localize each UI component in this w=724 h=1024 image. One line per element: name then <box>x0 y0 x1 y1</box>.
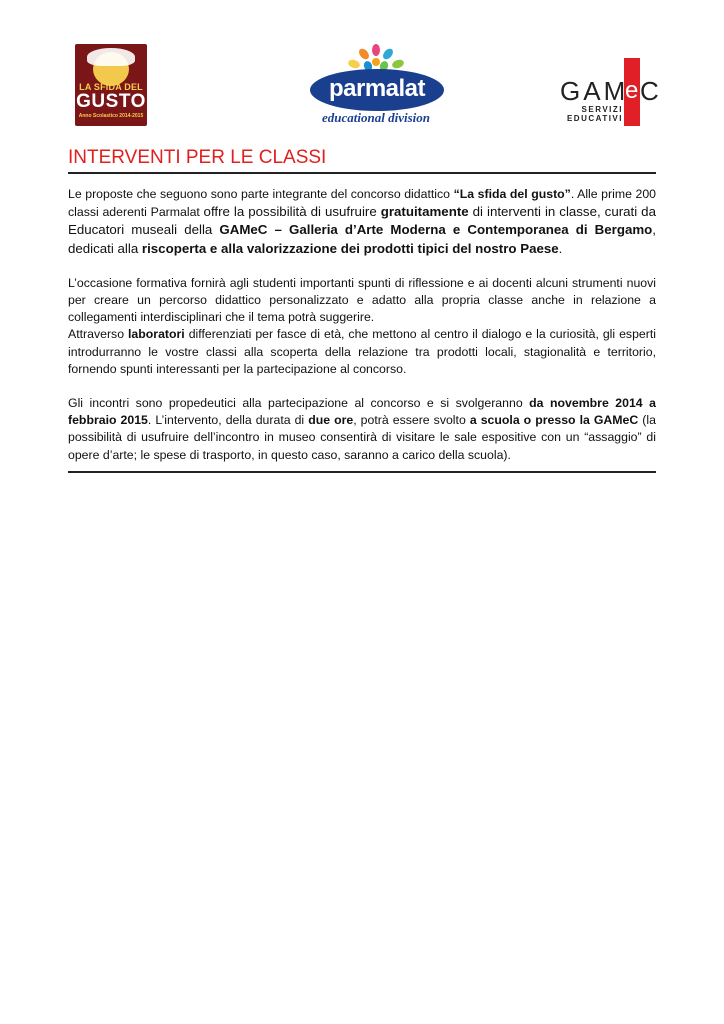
page-title: INTERVENTI PER LE CLASSI <box>68 147 327 168</box>
gamec-logo <box>560 50 660 126</box>
gamec-wordmark-e: e <box>625 77 639 104</box>
parmalat-wordmark: parmalat <box>328 75 426 102</box>
paragraph-intro: Le proposte che seguono sono parte integrante del concorso didattico “La sfida del gusto”. Alle prime 200 classi aderenti Parmalat offre la possibilità di usufruire gratuitamente di interventi in classe, curati da Educatori museali della GAMeC – Galleria d’Arte Moderna e Contemporanea di Bergamo, dedicati alla riscoperta e alla valorizzazione dei prodotti tipici del nostro Paese. <box>68 187 656 256</box>
gamec-sub1: SERVIZI <box>581 105 623 114</box>
bottom-divider <box>68 471 656 473</box>
gamec-wordmark-left: GAM <box>560 76 629 106</box>
sfida-del-gusto-logo <box>75 44 147 126</box>
paragraph-laboratori: Attraverso laboratori differenziati per fasce di età, che mettono al centro il dialogo e la curiosità, gli esperti introdurranno le vostre classi alla scoperta della relazione tra prodotti locali, stagionalità e territorio, fornendo spunti interessanti per la partecipazione al concorso. <box>68 327 656 376</box>
gamec-sub2: EDUCATIVI <box>566 114 623 123</box>
sfida-logo-line1: LA SFIDA DEL <box>79 82 143 92</box>
paragraph-occasione: L’occasione formativa fornirà agli studenti importanti spunti di riflessione e ai docenti alcuni strumenti nuovi per creare un percorso didattico personalizzato e adatto alla propria classe anche in relazione a collegamenti interdisciplinari che il tema potrà suggerire. <box>68 275 656 325</box>
sfida-logo-line2: GUSTO <box>76 91 146 112</box>
parmalat-tagline: educational division <box>322 110 430 125</box>
top-divider <box>68 172 656 174</box>
chef-face-icon <box>93 52 129 86</box>
sfida-logo-line3: Anno Scolastico 2014-2015 <box>78 113 144 119</box>
document-body <box>68 186 656 464</box>
parmalat-logo <box>306 44 446 126</box>
gamec-wordmark-right: C <box>640 76 659 106</box>
paragraph-incontri: Gli incontri sono propedeutici alla partecipazione al concorso e si svolgeranno da novembre 2014 a febbraio 2015. L’intervento, della durata di due ore, potrà essere svolto a scuola o presso la GAMeC (la possibilità di usufruire dell’incontro in museo consentirà di visitare le sale espositive con un “assaggio” di opere d’arte; le spese di trasporto, in questo caso, saranno a carico della scuola). <box>68 396 656 462</box>
